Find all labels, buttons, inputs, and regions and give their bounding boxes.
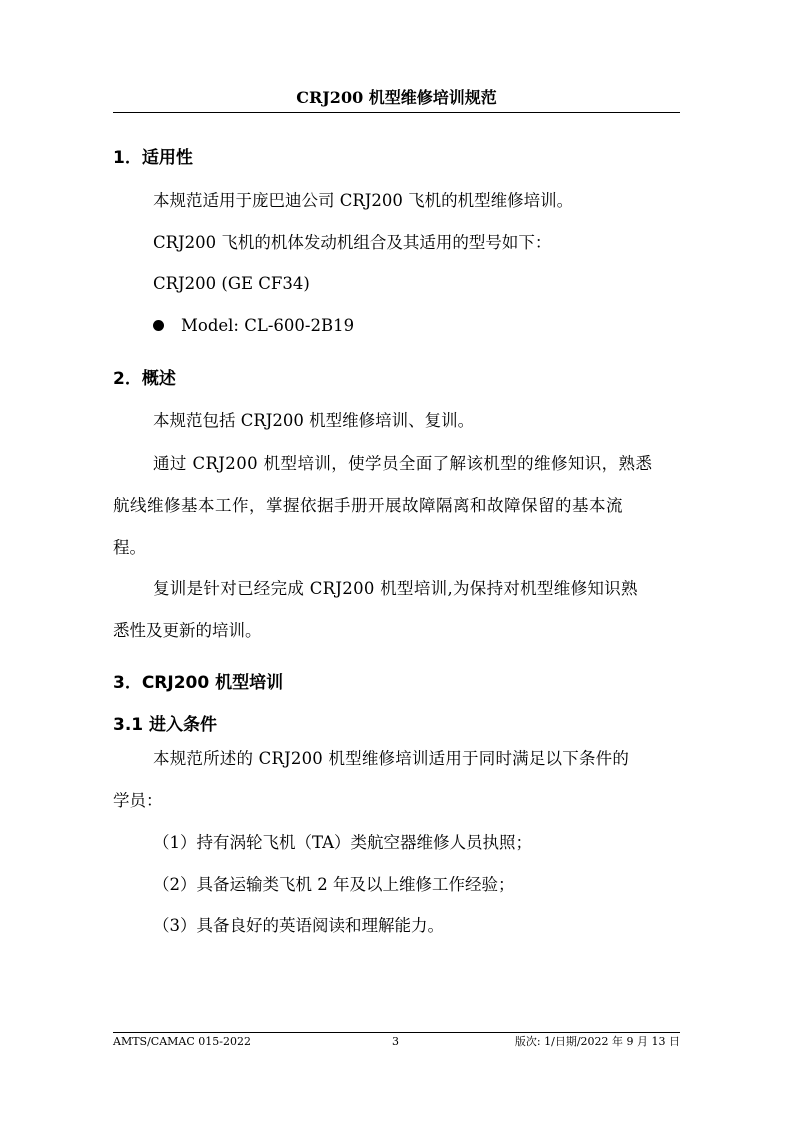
section-1-heading: 1．适用性 [113,148,193,168]
section-2-paragraph-2-line-3: 程。 [113,538,146,557]
section-3-1-list-item-3: （3）具备良好的英语阅读和理解能力。 [153,916,444,935]
section-1-paragraph-1: 本规范适用于庞巴迪公司 CRJ200 飞机的机型维修培训。 [153,191,574,210]
section-1-bullet-item: Model: CL-600-2B19 [181,316,355,335]
section-3-1-paragraph-line-2: 学员： [113,791,163,810]
bullet-dot-icon [153,320,164,331]
section-2-paragraph-1: 本规范包括 CRJ200 机型维修培训、复训。 [153,411,475,430]
section-2-paragraph-3-line-1: 复训是针对已经完成 CRJ200 机型培训,为保持对机型维修知识熟 [153,579,638,598]
section-3-1-list-item-1: （1）持有涡轮飞机（TA）类航空器维修人员执照； [153,833,533,852]
page-header-title: CRJ200 机型维修培训规范 [296,88,497,107]
section-3-heading: 3．CRJ200 机型培训 [113,673,284,693]
section-1-paragraph-2: CRJ200 飞机的机体发动机组合及其适用的型号如下： [153,233,552,252]
section-2-paragraph-2-line-2: 航线维修基本工作，掌握依据手册开展故障隔离和故障保留的基本流 [113,496,623,515]
section-2-paragraph-2-line-1: 通过 CRJ200 机型培训，使学员全面了解该机型的维修知识，熟悉 [153,454,653,473]
footer-page-number: 3 [392,1035,399,1048]
footer-divider [113,1032,680,1033]
section-1-paragraph-3: CRJ200 (GE CF34) [153,274,310,293]
section-3-1-paragraph-line-1: 本规范所述的 CRJ200 机型维修培训适用于同时满足以下条件的 [153,749,630,768]
section-3-1-list-item-2: （2）具备运输类飞机 2 年及以上维修工作经验； [153,875,515,894]
section-2-paragraph-3-line-2: 悉性及更新的培训。 [113,621,262,640]
header-divider [113,112,680,113]
section-2-heading: 2．概述 [113,369,176,389]
section-3-1-heading: 3.1 进入条件 [113,715,218,735]
footer-document-id: AMTS/CAMAC 015-2022 [113,1035,251,1048]
footer-version-date: 版次: 1/日期/2022 年 9 月 13 日 [514,1035,680,1048]
